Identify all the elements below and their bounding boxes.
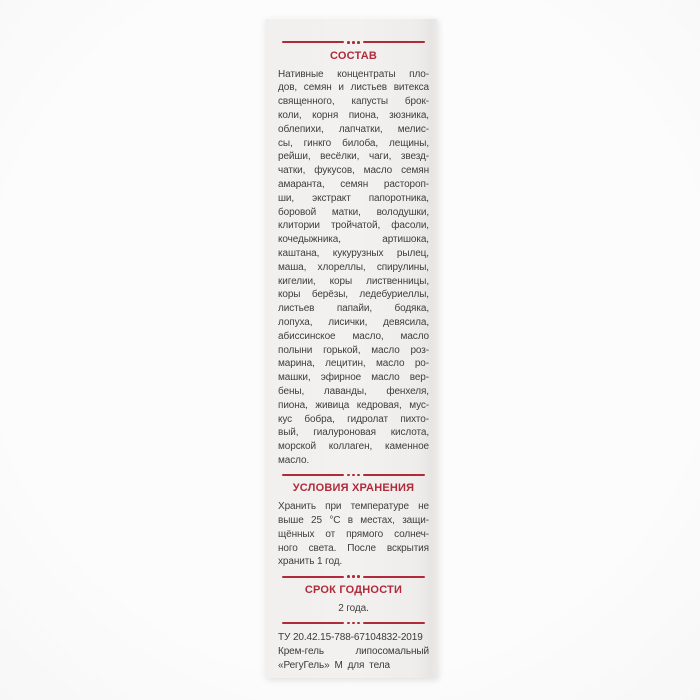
label-text-line: полыни горькой, масло роз- [278, 344, 429, 356]
divider-dots [347, 41, 360, 44]
divider-line [363, 622, 425, 624]
label-text-line: листьев папайи, бодяка, [278, 303, 429, 315]
divider-line [363, 576, 425, 578]
label-text-line: абиссинское масло, масло [278, 330, 429, 342]
section-divider [282, 575, 425, 578]
divider-dot [352, 474, 355, 477]
section-title-sostav: СОСТАВ [329, 49, 377, 62]
divider-line [282, 41, 344, 43]
label-text-line: морской коллаген, каменное [278, 441, 429, 453]
divider-dot [352, 622, 355, 625]
label-content [278, 41, 429, 673]
section-divider [282, 622, 425, 625]
section-divider [282, 41, 425, 44]
divider-dots [347, 622, 360, 625]
divider-dot [347, 575, 350, 578]
product-box-back-label [265, 18, 437, 678]
section-title-shelf-life: СРОК ГОДНОСТИ [304, 583, 403, 596]
divider-dot [347, 41, 350, 44]
divider-dot [347, 622, 350, 625]
label-text-line: пиона, живица кедровая, мус- [278, 399, 429, 411]
divider-dot [357, 575, 360, 578]
label-text-line: сы, гинкго билоба, лещины, [278, 137, 429, 149]
label-text-line: лопуха, лисички, девясила, [278, 316, 429, 328]
label-text-line: выше 25 °С в местах, защи- [278, 515, 429, 527]
divider-dot [357, 474, 360, 477]
label-text-line: вый, гиалуроновая кислота, [278, 427, 429, 439]
label-text-line: кигелии, коры лиственницы, [278, 275, 429, 287]
label-text-line: боровой матки, володушки, [278, 206, 429, 218]
label-text-line: щённых от прямого солнеч- [278, 528, 429, 540]
divider-line [282, 576, 344, 578]
divider-line [282, 474, 344, 476]
label-text-line: хранить 1 год. [278, 556, 343, 568]
label-text-line: ши, экстракт папоротника, [278, 192, 429, 204]
label-text-line: машки, эфирное масло вер- [278, 372, 429, 384]
label-text-line: коры берёзы, ледебуриеллы, [278, 289, 429, 301]
label-text-line: бены, лаванды, фенхеля, [278, 385, 429, 397]
divider-dot [357, 622, 360, 625]
label-footer [278, 631, 429, 672]
label-text-line: кочедыжника, артишока, [278, 234, 429, 246]
label-text-line: дов, семян и листьев витекса [278, 82, 429, 94]
section-body [278, 68, 429, 468]
label-text-line: ного света. После вскрытия [278, 542, 429, 554]
label-text-line: коли, корня пиона, зюзника, [278, 109, 429, 121]
label-text-line: священного, капусты брок- [278, 96, 429, 108]
divider-line [363, 41, 425, 43]
section-body [278, 500, 429, 569]
label-text-line: масло. [278, 454, 310, 466]
label-text-line: 2 года. [338, 602, 369, 614]
label-text-line: марина, лецитин, масло ро- [278, 358, 429, 370]
section-divider [282, 474, 425, 477]
divider-line [282, 622, 344, 624]
label-text-line: рейши, весёлки, чаги, звезд- [278, 151, 429, 163]
label-text-line: маша, хлореллы, спирулины, [278, 261, 429, 273]
divider-dot [352, 575, 355, 578]
divider-dot [352, 41, 355, 44]
label-text-line: Хранить при температуре не [278, 501, 429, 513]
label-text-line: каштана, кукурузных рылец, [278, 247, 429, 259]
label-text-line: чатки, фукусов, масло семян [278, 165, 429, 177]
section-title-storage: УСЛОВИЯ ХРАНЕНИЯ [292, 482, 415, 495]
section-body [278, 602, 429, 616]
label-text-line: облепихи, лапчатки, мелис- [278, 123, 429, 135]
label-text-line: Нативные концентраты пло- [278, 68, 429, 80]
product-name-line: Крем-гель липосомальный [278, 646, 429, 658]
label-text-line: амаранта, семян растороп- [278, 178, 429, 190]
divider-line [363, 474, 425, 476]
divider-dot [347, 474, 350, 477]
divider-dots [347, 474, 360, 477]
product-name-line: «РегуГель» М для тела [278, 659, 390, 671]
tu-standard-number: ТУ 20.42.15-788-67104832-2019 [278, 632, 423, 644]
divider-dot [357, 41, 360, 44]
label-text-line: кус бобра, гидролат пихто- [278, 413, 429, 425]
label-text-line: клитории тройчатой, фасоли, [278, 220, 429, 232]
divider-dots [347, 575, 360, 578]
